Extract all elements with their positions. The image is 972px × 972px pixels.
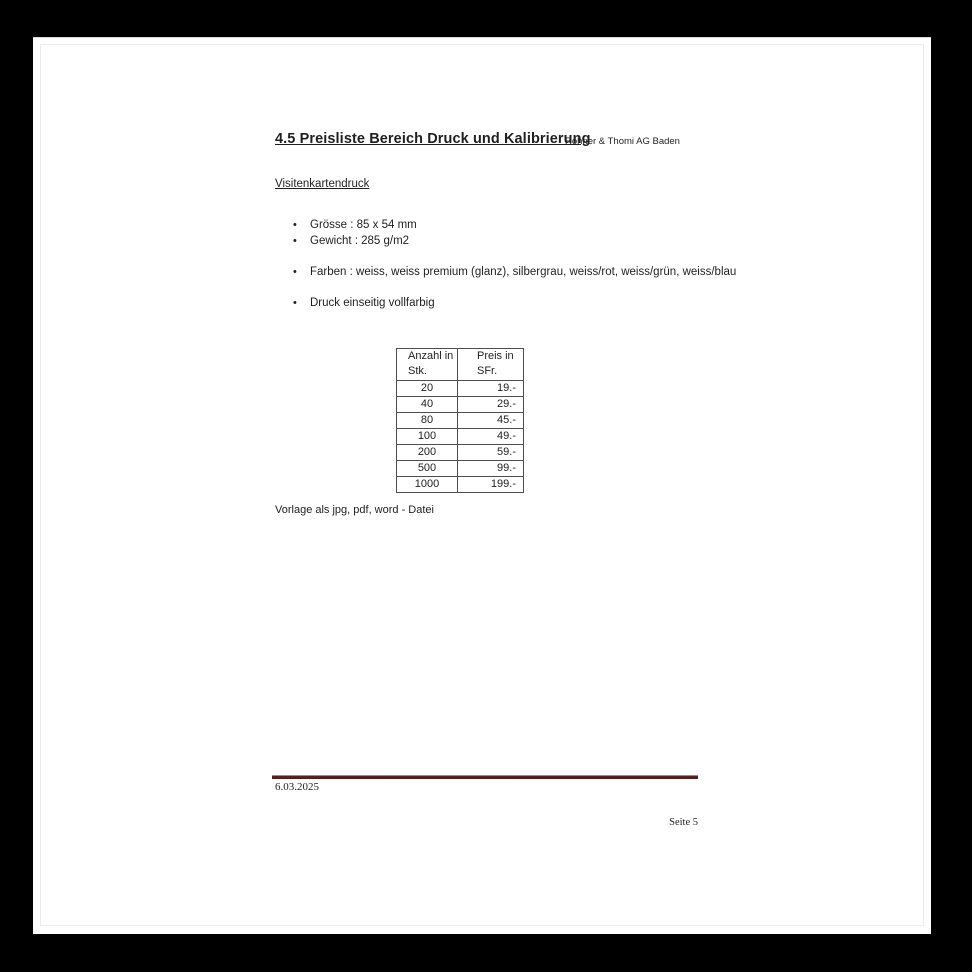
page-number: Seite 5 [669,817,698,828]
bullet-text: Farben : weiss, weiss premium (glanz), silbergrau, weiss/rot, weiss/grün, weiss/blau [310,266,737,278]
bullet-item-druck [293,297,435,309]
price-cell: 45.- [458,413,524,429]
table-row [397,381,524,397]
price-cell: 99.- [458,461,524,477]
bullet-text: Druck einseitig vollfarbig [310,297,435,309]
bullet-item-gewicht [293,235,409,247]
bullet-text: Gewicht : 285 g/m2 [310,235,410,247]
document-page [33,37,931,934]
bullet-item-groesse [293,219,417,231]
price-cell: 199.- [458,477,524,493]
price-cell: 29.- [458,397,524,413]
header-line: Anzahl in [408,350,454,362]
header-line: Stk. [408,365,427,377]
header-cell-anzahl [397,349,458,381]
table-header-row [397,349,524,381]
table-row [397,429,524,445]
qty-cell: 80 [397,413,458,429]
table-row [397,397,524,413]
qty-cell: 40 [397,397,458,413]
bullet-text: Grösse : 85 x 54 mm [310,219,417,231]
qty-cell: 20 [397,381,458,397]
company-name: Rohner & Thomi AG Baden [565,136,680,147]
price-table [396,348,524,493]
qty-cell: 500 [397,461,458,477]
bullet-icon: • [293,297,297,309]
footer-date: 6.03.2025 [275,781,319,793]
footer-rule [272,775,698,779]
table-row [397,477,524,493]
bullet-icon: • [293,235,297,247]
table-row [397,413,524,429]
qty-cell: 100 [397,429,458,445]
template-note: Vorlage als jpg, pdf, word - Datei [275,504,434,516]
header-line: Preis in [477,350,514,362]
qty-cell: 1000 [397,477,458,493]
section-heading: Visitenkartendruck [275,178,370,190]
document-title: 4.5 Preisliste Bereich Druck und Kalibrierung [275,131,591,147]
table-row [397,461,524,477]
bullet-icon: • [293,266,297,278]
table-row [397,445,524,461]
price-cell: 49.- [458,429,524,445]
price-table-body [397,349,524,493]
price-cell: 19.- [458,381,524,397]
header-cell-preis [458,349,524,381]
qty-cell: 200 [397,445,458,461]
header-line: SFr. [477,365,498,377]
price-cell: 59.- [458,445,524,461]
bullet-icon: • [293,219,297,231]
bullet-item-farben [293,266,736,278]
